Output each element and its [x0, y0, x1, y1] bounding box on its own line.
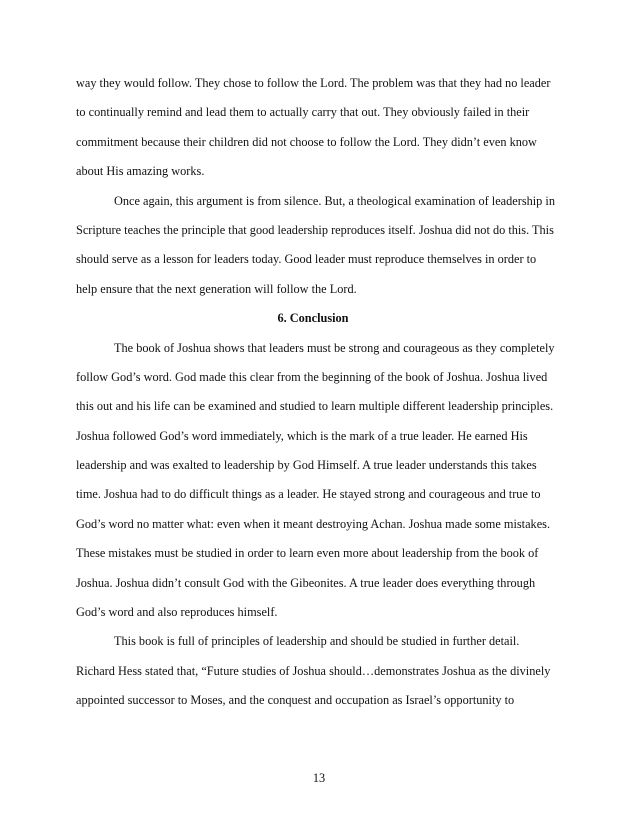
text-line: about His amazing works. — [76, 164, 205, 179]
text-line: God’s word no matter what: even when it meant destroying Achan. Joshua made some mistakes. — [76, 516, 551, 531]
text-line: appointed successor to Moses, and the conquest and occupation as Israel’s opportunity to — [76, 693, 515, 708]
section-heading: 6. Conclusion — [277, 311, 349, 326]
text-line: follow God’s word. God made this clear from the beginning of the book of Joshua. Joshua lived — [76, 369, 548, 384]
text-line: commitment because their children did not choose to follow the Lord. They didn’t even know — [76, 134, 537, 149]
paragraph-first-line: The book of Joshua shows that leaders must be strong and courageous as they completely — [114, 340, 555, 355]
paragraph-first-line: Once again, this argument is from silence. But, a theological examination of leadership in — [114, 193, 555, 208]
page-number: 13 — [312, 771, 326, 785]
text-line: should serve as a lesson for leaders today. Good leader must reproduce themselves in order to — [76, 252, 537, 267]
text-line: God’s word and also reproduces himself. — [76, 605, 278, 620]
text-line: help ensure that the next generation will follow the Lord. — [76, 281, 357, 296]
text-line: Richard Hess stated that, “Future studies of Joshua should…demonstrates Joshua as the divinely — [76, 663, 551, 678]
text-line: way they would follow. They chose to follow the Lord. The problem was that they had no leader — [76, 76, 551, 90]
body-text — [76, 69, 555, 716]
text-line: These mistakes must be studied in order to learn even more about leadership from the book of — [76, 546, 539, 561]
text-line: Joshua. Joshua didn’t consult God with the Gibeonites. A true leader does everything through — [76, 575, 536, 590]
text-line: this out and his life can be examined and studied to learn multiple different leadership principles. — [76, 399, 554, 414]
text-line: Joshua followed God’s word immediately, which is the mark of a true leader. He earned His — [76, 428, 528, 443]
paragraph-first-line: This book is full of principles of leadership and should be studied in further detail. — [114, 634, 520, 649]
text-line: leadership and was exalted to leadership by God Himself. A true leader understands this takes — [76, 458, 537, 473]
text-line: Scripture teaches the principle that good leadership reproduces itself. Joshua did not do this. This — [76, 222, 554, 237]
text-line: to continually remind and lead them to actually carry that out. They obviously failed in their — [76, 105, 530, 120]
text-line: time. Joshua had to do difficult things as a leader. He stayed strong and courageous and true to — [76, 487, 541, 502]
